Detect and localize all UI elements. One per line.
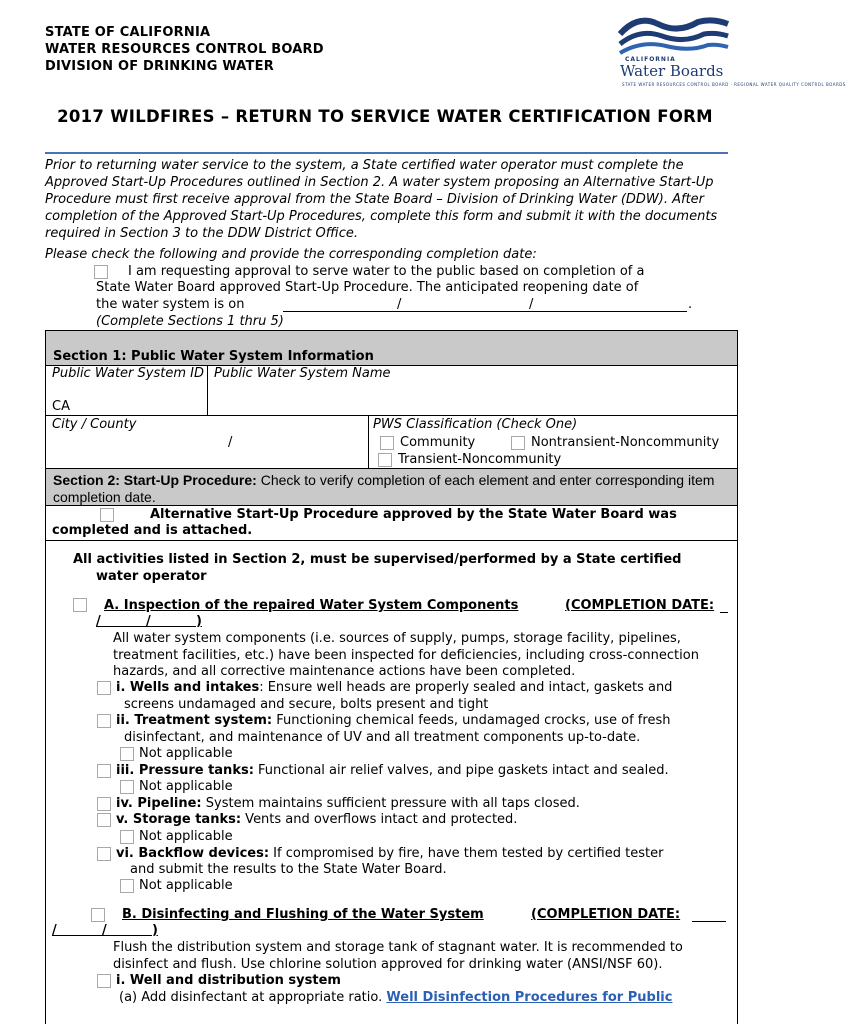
community-label: Community (400, 435, 476, 450)
pressure-na-label: Not applicable (139, 779, 233, 794)
part-b-title: B. Disinfecting and Flushing of the Water System (122, 907, 484, 922)
part-a-description: All water system components (i.e. sources of supply, pumps, storage facility, pipelines, treatment facilities, etc.) have been inspected for deficiencies, including cross-connection hazards, and all corrective maintenance actions have been completed. (113, 631, 699, 679)
pipeline-item (116, 796, 580, 813)
backflow-text-2: and submit the results to the State Water Board. (130, 862, 447, 877)
classification-label: PWS Classification (Check One) (373, 417, 578, 432)
pipeline-checkbox[interactable] (97, 797, 111, 811)
supervised-note-1: All activities listed in Section 2, must be supervised/performed by a State certified (73, 552, 682, 567)
treatment-na-checkbox[interactable] (120, 747, 134, 761)
storage-item (116, 812, 517, 829)
pressure-na-checkbox[interactable] (120, 780, 134, 794)
part-b-date-field[interactable]: / / ) (52, 923, 158, 938)
part-a-checkbox[interactable] (73, 598, 87, 612)
pipeline-text: System maintains sufficient pressure with all taps closed. (201, 796, 580, 811)
disinfectant-step (119, 990, 672, 1007)
treatment-text-2: disinfectant, and maintenance of UV and all treatment components up-to-date. (124, 730, 641, 745)
alt-procedure-line2: completed and is attached. (52, 523, 253, 538)
supervised-note-2: water operator (96, 569, 207, 584)
community-checkbox[interactable] (380, 436, 394, 450)
pressure-text: Functional air relief valves, and pipe gaskets intact and sealed. (253, 763, 669, 778)
request-line-2: State Water Board approved Start-Up Procedure. The anticipated reopening date of (96, 280, 639, 295)
logo-subtext: STATE WATER RESOURCES CONTROL BOARD · REGIONAL WATER QUALITY CONTROL BOARDS (622, 82, 846, 87)
nontransient-checkbox[interactable] (511, 436, 525, 450)
section2-heading-text (53, 472, 733, 505)
transient-label: Transient-Noncommunity (398, 452, 562, 467)
storage-checkbox[interactable] (97, 813, 111, 827)
part-b-checkbox[interactable] (91, 908, 105, 922)
pws-id-prefix[interactable]: CA (52, 399, 70, 414)
pipeline-label: iv. Pipeline: (116, 796, 202, 811)
pws-name-label: Public Water System Name (214, 366, 391, 381)
storage-label: v. Storage tanks: (116, 812, 242, 827)
section2-title: Section 2: Start-Up Procedure: (53, 472, 257, 488)
storage-na-checkbox[interactable] (120, 830, 134, 844)
part-a-completion-label: (COMPLETION DATE: (565, 598, 715, 613)
treatment-text: Functioning chemical feeds, undamaged crocks, use of fresh (272, 713, 671, 728)
wells-text: : Ensure well heads are properly sealed and intact, gaskets and (259, 680, 673, 695)
backflow-na-label: Not applicable (139, 878, 233, 893)
section1-divider (207, 365, 208, 416)
logo-state-label: CALIFORNIA (625, 56, 676, 63)
section1-header (45, 330, 738, 366)
request-line-3: the water system is on (96, 297, 245, 312)
agency-division: DIVISION OF DRINKING WATER (45, 59, 274, 74)
section2-instructions: Check to verify completion of each element and enter corresponding item completion date. (53, 472, 715, 505)
request-note: (Complete Sections 1 thru 5) (96, 314, 284, 329)
treatment-item (116, 713, 670, 730)
well-distribution-checkbox[interactable] (97, 974, 111, 988)
request-approval-checkbox[interactable] (94, 265, 108, 279)
part-a-date-underline (720, 612, 728, 613)
treatment-checkbox[interactable] (97, 714, 111, 728)
part-b-desc-2: disinfect and flush. Use chlorine solution approved for drinking water (ANSI/NSF 60). (113, 957, 663, 972)
part-b-date-underline (692, 921, 726, 922)
backflow-label: vi. Backflow devices: (116, 846, 270, 861)
section1-title: Section 1: Public Water System Information (53, 349, 374, 364)
storage-na-label: Not applicable (139, 829, 233, 844)
part-b-completion-label: (COMPLETION DATE: (531, 907, 681, 922)
section1-city-divider (368, 415, 369, 469)
part-a-date-field[interactable]: / / ) (96, 614, 202, 629)
storage-text: Vents and overflows intact and protected. (241, 812, 518, 827)
treatment-label: ii. Treatment system: (116, 713, 273, 728)
disinfectant-text: (a) Add disinfectant at appropriate ratio. (119, 990, 383, 1005)
part-b-desc-1: Flush the distribution system and storage tank of stagnant water. It is recommended to (113, 940, 683, 955)
pressure-item (116, 763, 669, 780)
date-slash-2: / (529, 297, 534, 312)
nontransient-label: Nontransient-Noncommunity (531, 435, 720, 450)
pressure-label: iii. Pressure tanks: (116, 763, 254, 778)
well-disinfection-link[interactable]: Well Disinfection Procedures for Public (386, 990, 673, 1005)
title-divider (45, 152, 728, 154)
section2-header (45, 468, 738, 506)
pws-id-label: Public Water System ID (52, 366, 204, 381)
part-a-title: A. Inspection of the repaired Water System Components (104, 598, 519, 613)
intro-paragraph: Prior to returning water service to the system, a State certified water operator must complete the Approved Start-Up Procedures outlined in Section 2. A water system proposing an Alternative Start-Up Procedure must first receive approval from the State Board – Division of Drinking Water (DDW). After completion of the Approved Start-Up Procedures, complete this form and submit it with the documents required in Section 3 to the DDW District Office. (45, 158, 718, 241)
backflow-text: If compromised by fire, have them tested by certified tester (269, 846, 664, 861)
backflow-checkbox[interactable] (97, 847, 111, 861)
wells-label: i. Wells and intakes (116, 680, 260, 695)
section2-left-border (45, 540, 46, 1024)
wave-logo-icon (618, 12, 730, 62)
logo-name: Water Boards (620, 62, 724, 80)
section2-right-border (737, 540, 738, 1024)
request-period: . (688, 297, 693, 312)
wells-checkbox[interactable] (97, 681, 111, 695)
form-title: 2017 WILDFIRES – RETURN TO SERVICE WATER CERTIFICATION FORM (57, 107, 713, 126)
city-county-label: City / County (52, 417, 137, 432)
alt-procedure-line1: Alternative Start-Up Procedure approved by the State Water Board was (150, 507, 677, 522)
request-line-1: I am requesting approval to serve water to the public based on completion of a (128, 264, 645, 279)
reopening-date-field[interactable] (283, 311, 687, 312)
pressure-checkbox[interactable] (97, 764, 111, 778)
alt-procedure-checkbox[interactable] (100, 508, 114, 522)
city-county-slash[interactable]: / (228, 435, 233, 450)
wells-text-2: screens undamaged and secure, bolts present and tight (124, 697, 489, 712)
agency-board: WATER RESOURCES CONTROL BOARD (45, 42, 324, 57)
treatment-na-label: Not applicable (139, 746, 233, 761)
agency-state: STATE OF CALIFORNIA (45, 25, 211, 40)
backflow-item (116, 846, 663, 863)
wells-item (116, 680, 672, 697)
transient-checkbox[interactable] (378, 453, 392, 467)
check-prompt: Please check the following and provide the corresponding completion date: (45, 247, 537, 262)
date-slash-1: / (397, 297, 402, 312)
well-distribution-title: i. Well and distribution system (116, 973, 341, 988)
backflow-na-checkbox[interactable] (120, 879, 134, 893)
